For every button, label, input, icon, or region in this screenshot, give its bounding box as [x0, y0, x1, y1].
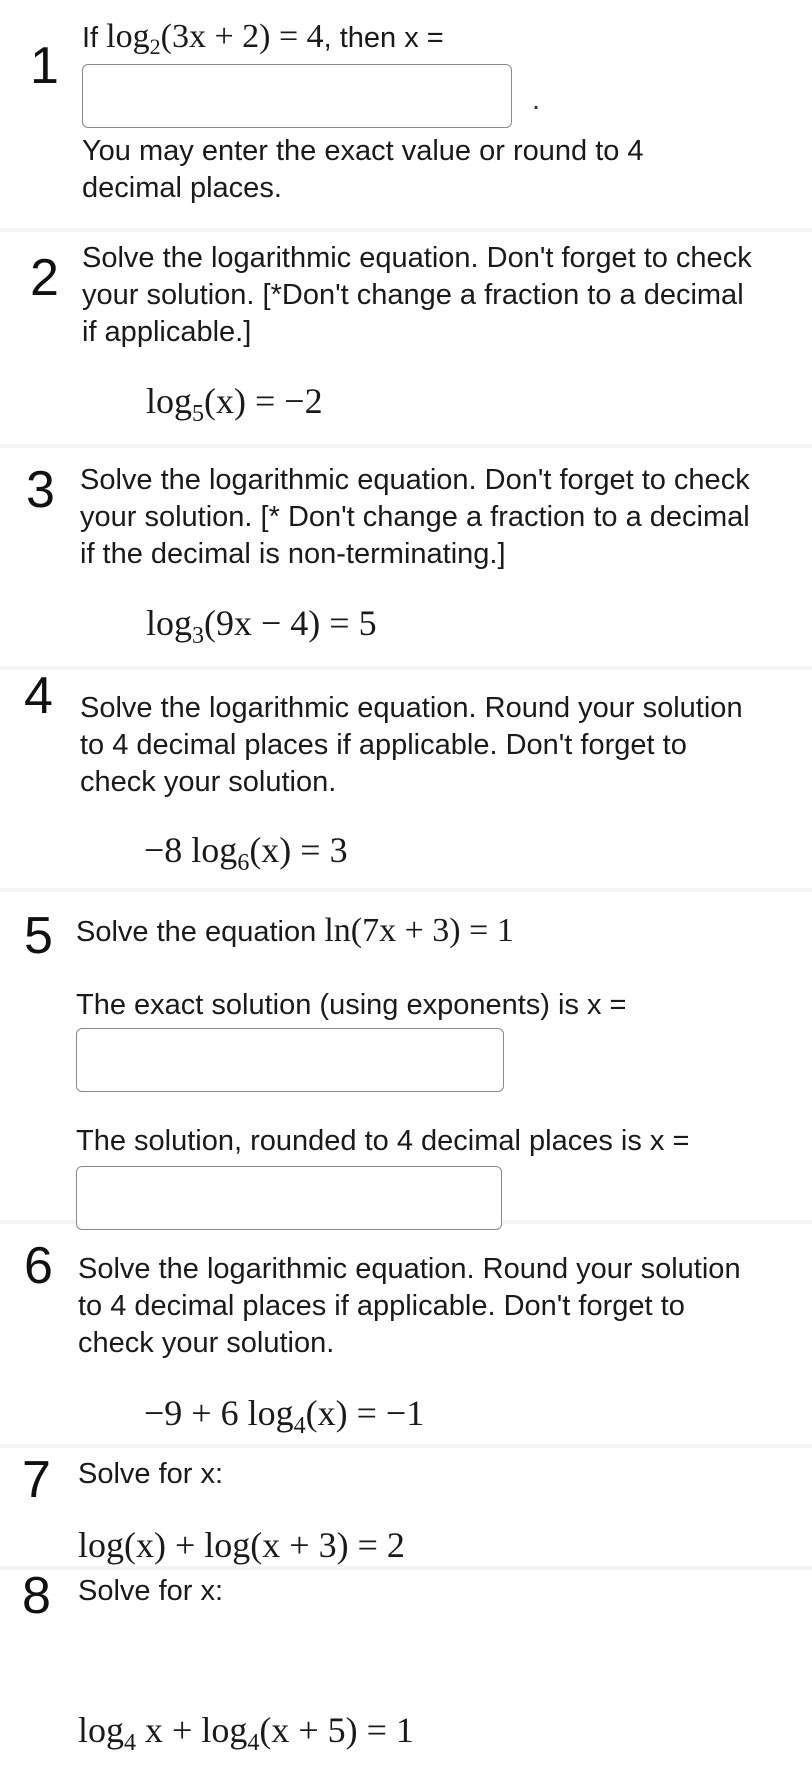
q7-equation: log(x) + log(x + 3) = 2 [78, 1525, 405, 1565]
question-1-prompt [82, 18, 444, 57]
q5-equation: ln(7x + 3) = 1 [324, 912, 514, 949]
q1-prefix: If [82, 22, 107, 54]
q6-equation: −9 + 6 $\log_4(x) = -1$ [144, 1393, 425, 1439]
q5-exact-label: The exact solution (using exponents) is x = [76, 989, 627, 1021]
q8-label: Solve for x: [78, 1575, 224, 1607]
q5-exact-input[interactable] [76, 1028, 504, 1092]
q1-note: You may enter the exact value or round to 4 decimal places. [82, 135, 644, 204]
question-number: 8 [22, 1567, 51, 1625]
q4-instructions: Solve the logarithmic equation. Round your solution to 4 decimal places if applicable. Don't forget to check your solution. [80, 692, 743, 798]
q8-equation: $\log_4 x + \log_4(x + 5) = 1$ [78, 1710, 414, 1756]
q5-prefix: Solve the equation [76, 916, 325, 948]
q5-rounded-label: The solution, rounded to 4 decimal places is x = [76, 1125, 690, 1157]
q2-instructions: Solve the logarithmic equation. Don't forget to check your solution. [*Don't change a fraction to a decimal if applicable.] [82, 242, 752, 348]
q1-suffix: , then x = [323, 22, 444, 54]
question-number: 4 [24, 667, 53, 725]
question-number: 6 [24, 1237, 53, 1295]
question-number: 2 [30, 249, 59, 307]
q2-equation: $\log_5(x) = -2$ [146, 381, 323, 427]
q1-period: . [532, 84, 541, 116]
q7-label: Solve for x: [78, 1458, 224, 1490]
q1-equation: $\log_2(3x + 2) = 4$ [106, 18, 324, 59]
q5-prompt [76, 912, 514, 951]
q3-equation: $\log_3(9x - 4) = 5$ [146, 603, 377, 649]
q3-instructions: Solve the logarithmic equation. Don't forget to check your solution. [* Don't change a fraction to a decimal if the decimal is non-terminating.] [80, 464, 750, 570]
question-number: 3 [26, 461, 55, 519]
q6-instructions: Solve the logarithmic equation. Round your solution to 4 decimal places if applicable. Don't forget to check your solution. [78, 1253, 741, 1359]
question-number: 5 [24, 907, 53, 965]
q5-rounded-input[interactable] [76, 1166, 502, 1230]
q1-answer-input[interactable] [82, 64, 512, 128]
question-number: 1 [30, 37, 59, 95]
question-number: 7 [22, 1451, 51, 1509]
q4-equation: −8 $\log_6(x) = 3$ [144, 830, 348, 876]
